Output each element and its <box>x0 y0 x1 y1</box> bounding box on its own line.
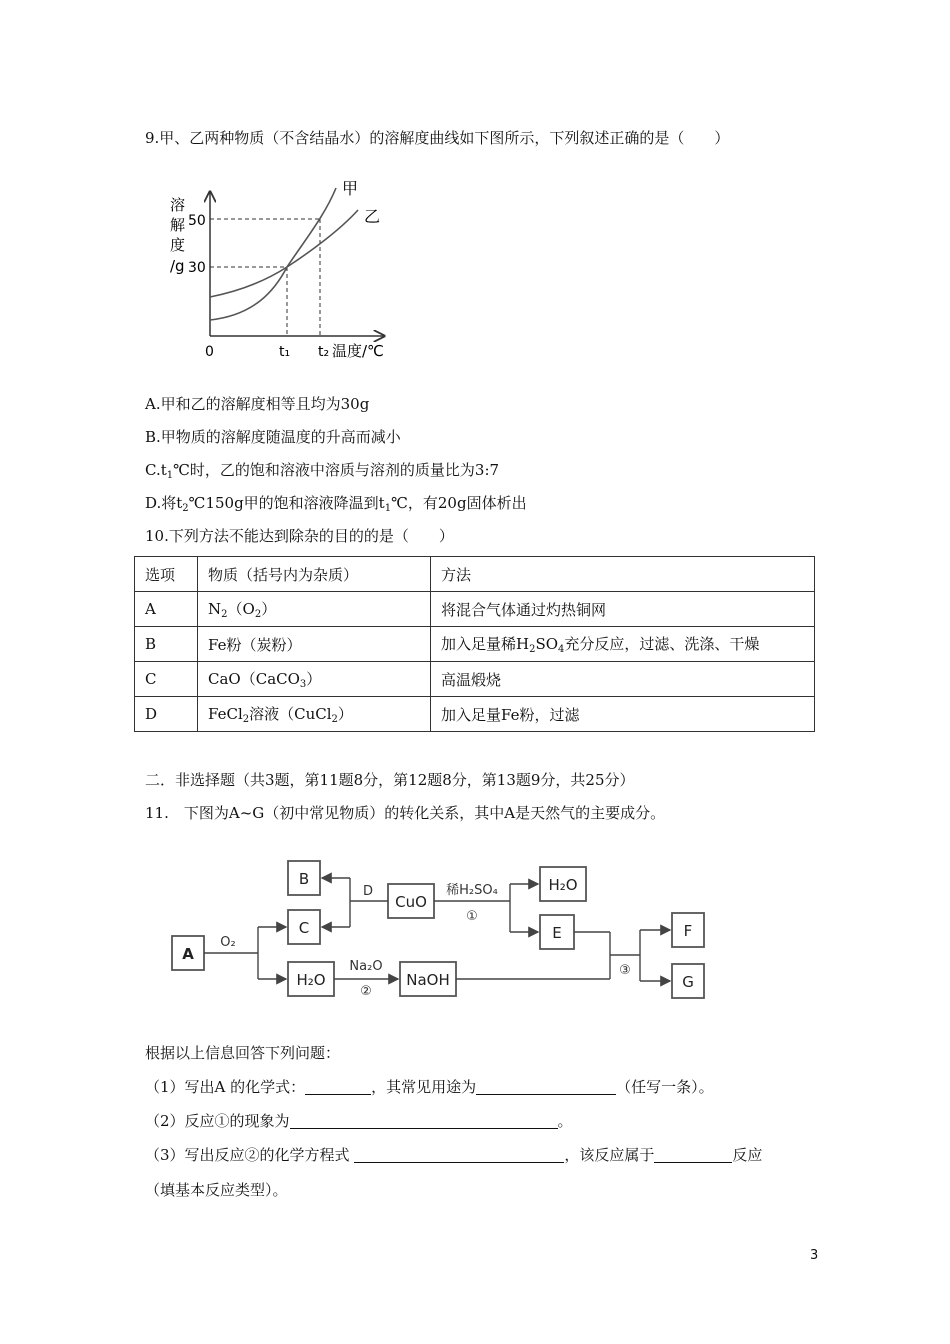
xtick-t2: t₂ <box>318 344 330 360</box>
label-o2: O₂ <box>220 935 236 950</box>
label-na2o: Na₂O <box>349 959 383 974</box>
reaction-diagram <box>160 848 720 1008</box>
q11-part-3: （3）写出反应②的化学方程式 ，该反应属于 反应 <box>145 1146 763 1164</box>
row-option: B <box>135 627 198 662</box>
q10-stem: 10.下列方法不能达到除杂的目的的是（ ） <box>145 527 454 545</box>
header-option: 选项 <box>135 557 198 592</box>
ylabel-3: 度 <box>170 236 186 254</box>
table-header-row <box>135 557 815 592</box>
label-b: B <box>298 870 310 888</box>
solubility-chart <box>160 170 400 370</box>
q9-option-d: D.将$t_2℃150g$甲的饱和溶液降温到$t_1℃$，有20g固体析出 <box>145 494 527 514</box>
row-option: A <box>135 592 198 627</box>
label-c: C <box>298 919 310 937</box>
header-method: 方法 <box>431 557 815 592</box>
q11-part-1: （1）写出A 的化学式： ，其常见用途为 （任写一条）。 <box>145 1078 714 1096</box>
label-r2: ② <box>360 984 372 999</box>
table-row <box>135 592 815 627</box>
ytick-50: 50 <box>188 213 206 229</box>
row-option: D <box>135 697 198 732</box>
xlabel: 温度/℃ <box>332 342 384 360</box>
row-method: 加入足量稀$H_2SO_4$充分反应，过滤、洗涤、干燥 <box>431 627 815 662</box>
origin-label: 0 <box>205 344 214 360</box>
label-e: E <box>552 924 562 942</box>
q11-stem: 11. 下图为A~G（初中常见物质）的转化关系，其中A是天然气的主要成分。 <box>145 804 666 822</box>
q11-lead: 根据以上信息回答下列问题： <box>145 1044 341 1062</box>
row-method: 高温煅烧 <box>431 662 815 697</box>
row-substance: CaO（CaCO$_3$） <box>198 662 431 697</box>
xtick-t1: t₁ <box>279 344 291 360</box>
ylabel-4: /g <box>170 257 185 275</box>
q9-option-c: $C.t_1℃$时，乙的饱和溶液中溶质与溶剂的质量比为3:7 <box>145 461 500 481</box>
label-g: G <box>682 973 694 991</box>
q9-option-b: B.甲物质的溶解度随温度的升高而减小 <box>145 428 401 446</box>
label-h2o-mid: H₂O <box>296 971 326 989</box>
answer-blank[interactable] <box>305 1078 371 1095</box>
row-option: C <box>135 662 198 697</box>
label-cuo: CuO <box>395 893 427 911</box>
row-substance: Fe粉（炭粉） <box>198 627 431 662</box>
row-method: 将混合气体通过灼热铜网 <box>431 592 815 627</box>
label-r3: ③ <box>619 963 631 978</box>
series-label-yi: 乙 <box>364 207 381 226</box>
label-r1: ① <box>466 909 478 924</box>
section-2-heading: 二．非选择题（共3题，第11题8分，第12题8分，第13题9分，共25分） <box>145 771 635 789</box>
ylabel-2: 解 <box>170 216 186 234</box>
answer-blank[interactable] <box>354 1146 564 1163</box>
ytick-30: 30 <box>188 260 206 276</box>
label-a: A <box>182 945 194 963</box>
table-row <box>135 662 815 697</box>
label-d: D <box>362 884 374 899</box>
label-naoh: NaOH <box>406 971 450 989</box>
page-number: 3 <box>810 1248 819 1263</box>
row-method: 加入足量Fe粉，过滤 <box>431 697 815 732</box>
q11-part-3-cont: （填基本反应类型）。 <box>145 1181 288 1199</box>
label-f: F <box>683 922 693 940</box>
ylabel-1: 溶 <box>170 196 186 214</box>
curve-jia <box>210 188 336 320</box>
answer-blank[interactable] <box>476 1078 616 1095</box>
label-acid: 稀H₂SO₄ <box>446 883 498 898</box>
curve-yi <box>210 210 358 297</box>
q9-stem: 9.甲、乙两种物质（不含结晶水）的溶解度曲线如下图所示，下列叙述正确的是（ ） <box>145 129 730 147</box>
answer-blank[interactable] <box>654 1146 732 1163</box>
q9-option-a: A.甲和乙的溶解度相等且均为30g <box>145 395 370 413</box>
answer-blank[interactable] <box>290 1112 558 1129</box>
q10-table <box>134 556 815 732</box>
label-h2o-top: H₂O <box>548 876 578 894</box>
series-label-jia: 甲 <box>342 179 359 198</box>
q11-part-2: （2）反应①的现象为 。 <box>145 1112 573 1130</box>
row-substance: $N_2(O_2)$ <box>198 592 431 627</box>
table-row <box>135 627 815 662</box>
header-substance: 物质（括号内为杂质） <box>198 557 431 592</box>
row-substance: FeCl$_2$溶液（CuCl$_2$） <box>198 697 431 732</box>
table-row <box>135 697 815 732</box>
